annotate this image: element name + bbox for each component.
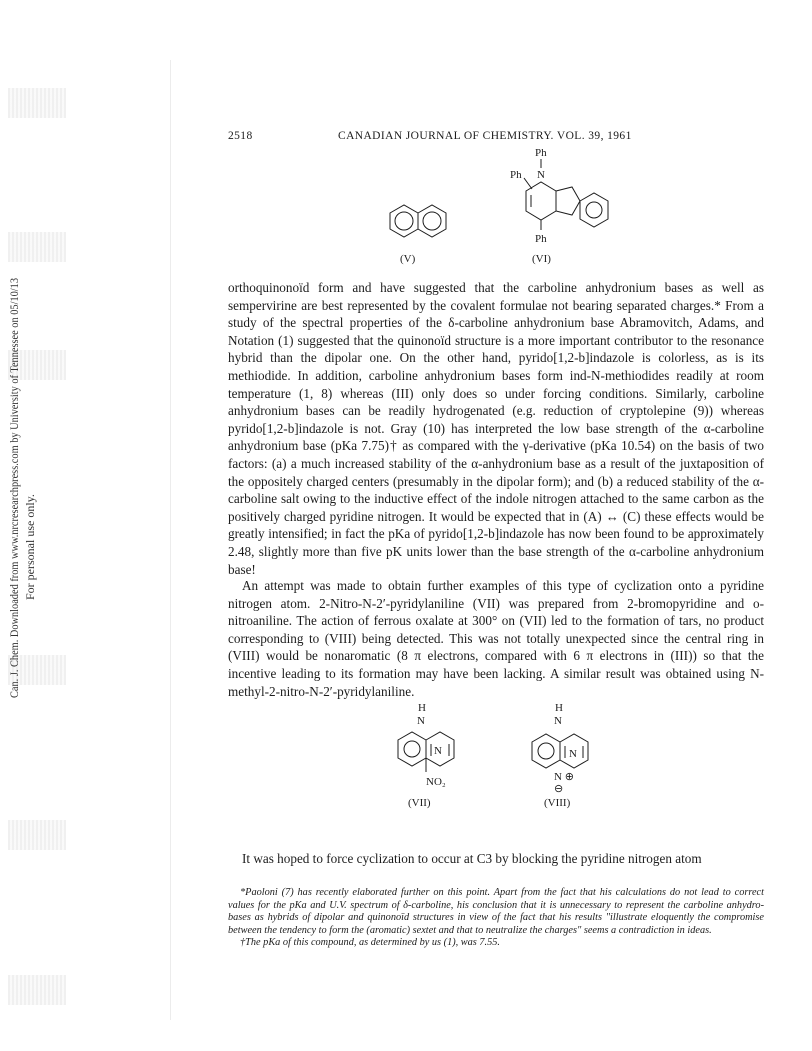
body-paragraph-2 xyxy=(228,577,764,700)
vii-h: H xyxy=(418,702,426,714)
vi-ph-top: Ph xyxy=(535,147,547,159)
vi-ph-left: Ph xyxy=(510,169,522,181)
label-viii: (VIII) xyxy=(544,797,571,809)
footnote-star: *Paoloni (7) has recently elaborated further on this point. Apart from the fact that his calculations do not lead to correct values for the pKa and U.V. spectrum of δ-carboline, his conclusion that it is unnecessary to represent the carboline anhydro-bases as hybrids of dipolar and quinonoïd structures in view of the fact that his results "illustrate eloquently the compromise between the tendency to form the (aromatic) sextet and that to neutralize the charges" seems a contradiction in ideas. xyxy=(228,887,764,936)
viii-h: H xyxy=(555,702,563,714)
footnotes xyxy=(228,887,764,950)
viii-minus: ⊖ xyxy=(554,783,564,795)
paragraph-1: orthoquinonoïd form and have suggested that the carboline anhydronium bases as well as sempervirine are best represented by the covalent formulae not bearing separated charges.* From a study of the spectral properties of the δ-carboline anhydronium base Abramovitch, Adams, and Notation (1) suggested that the quinonoïd structure is a more important contributor to the resonance hybrid than the dipolar one. On the other hand, pyrido[1,2-b]indazole is colorless, as is its methiodide. In addition, carboline anhydronium bases form ind-N-methiodides readily at room temperature (1, 8) whereas (III) only does so under forcing conditions. Similarly, carboline anhydronium bases can be readily hydrogenated (e.g. reduction of cryptolepine (9)) whereas pyrido[1,2-b]indazole is not. Gray (10) has interpreted the low base strength of the α-carboline anhydronium base (pKa 7.75)† as compared with the γ-derivative (pKa 10.54) on the basis of two factors: (a) a much increased stability of the α-anhydronium base as a result of the juxtaposition of the oppositely charged centers (presumably in the dipolar form); and (b) a reduced stability of the α-carboline salt owing to the inductive effect of the indole nitrogen attached to the same carbon as the positively charged pyridine nitrogen. It would be expected that in (A) ↔ (C) these effects would be greatly intensified; in fact the pKa of pyrido[1,2-b]indazole has now been found to be approximately 2.48, slightly more than five pK units lower than the base strength of the α-carboline anhydronium base! xyxy=(228,280,764,577)
scan-noise xyxy=(8,820,66,850)
body-paragraph-3 xyxy=(228,850,764,868)
viii-ring-n: N xyxy=(569,748,577,760)
structure-vii xyxy=(398,702,454,788)
structure-viii xyxy=(532,702,588,795)
watermark-line-2: For personal use only. xyxy=(23,494,37,600)
page-number: 2518 xyxy=(228,130,253,142)
paragraph-3: It was hoped to force cyclization to occur at C3 by blocking the pyridine nitrogen atom xyxy=(242,851,702,866)
label-v: (V) xyxy=(400,253,416,265)
scan-noise xyxy=(8,975,66,1005)
label-vi: (VI) xyxy=(532,253,551,265)
paragraph-2: An attempt was made to obtain further examples of this type of cyclization onto a pyridine nitrogen atom. 2-Nitro-N-2′-pyridylaniline (VII) was prepared from 2-bromopyridine and o-nitroaniline. The action of ferrous oxalate at 300° on (VII) led to the formation of tars, no product corresponding to (VIII) being detected. This was not totally unexpected since the central ring in (VIII) would be nonaromatic (8 π electrons, compared with 6 π electrons in (III)) so that the incentive leading to its formation may have been lacking. A similar result was obtained using N-methyl-2-nitro-N-2′-pyridylaniline. xyxy=(228,578,764,699)
scan-noise xyxy=(8,232,66,262)
vii-n: N xyxy=(417,715,425,727)
body-paragraph-1 xyxy=(228,279,764,578)
structures-v-vi xyxy=(228,145,764,275)
watermark-line-1: Can. J. Chem. Downloaded from www.nrcresearchpress.com by University of Tennessee on 05/10/13 xyxy=(7,270,21,698)
structure-v xyxy=(390,205,446,237)
structure-vi xyxy=(510,147,608,245)
vii-no2: NO₂ xyxy=(426,776,446,788)
vii-ring-n: N xyxy=(434,745,442,757)
footnote-dagger: †The pKa of this compound, as determined by us (1), was 7.55. xyxy=(240,937,500,949)
scan-noise xyxy=(8,88,66,118)
viii-n: N xyxy=(554,715,562,727)
label-vii: (VII) xyxy=(408,797,431,809)
margin-rule xyxy=(170,60,171,1020)
journal-title: CANADIAN JOURNAL OF CHEMISTRY. VOL. 39, 1961 xyxy=(338,130,632,142)
vi-n: N xyxy=(537,169,545,181)
download-watermark xyxy=(4,270,44,700)
structures-vii-viii xyxy=(228,700,764,810)
vi-ph-bottom: Ph xyxy=(535,233,547,245)
viii-n-plus: N ⊕ xyxy=(554,771,574,783)
running-header xyxy=(228,130,764,146)
